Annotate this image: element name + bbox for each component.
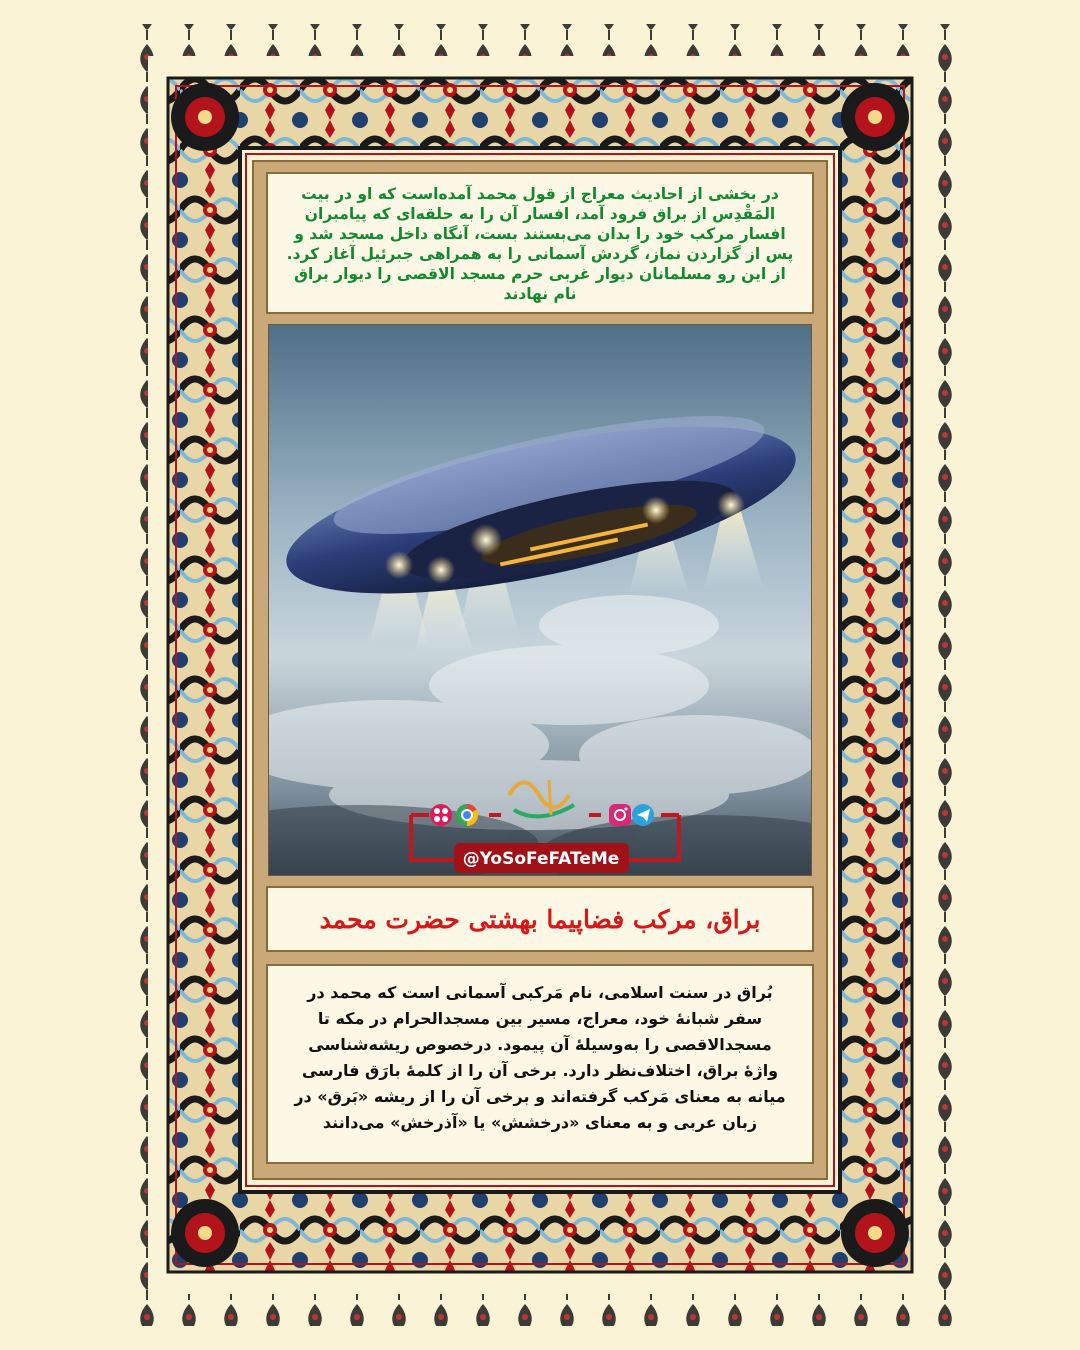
intro-text: در بخشی از احادیث معراج از قول محمد آمده‌است که او در بیت المَقْدِس از براق فرود آمد، افسار آن را به حلقه‌ای که پیامبران افسار مرکب خود را بدان می‌بستند بست، آنگاه داخل مسجد شد و پس از گزاردن نماز، گردش آسمانی را به همراهی جبرئیل آغاز کرد. از این رو مسلمانان دیوار غربی حرم مسجد الاقصی را دیوار براق نام نهادند <box>266 172 814 314</box>
title: براق، مرکب فضاپیما بهشتی حضرت محمد <box>319 904 761 934</box>
telegram-icon <box>632 804 654 826</box>
instagram-icon <box>609 804 631 826</box>
title-box <box>266 886 814 952</box>
watermark-handle: @YoSoFeFATeMe <box>462 849 620 869</box>
ufo-photo <box>268 324 812 876</box>
aparat-icon <box>430 804 452 826</box>
chrome-icon <box>456 804 478 826</box>
body-text: بُراق در سنت اسلامی، نام مَرکبی آسمانی است که محمد در سفر شبانهٔ خود، معراج، مسیر بین مسجدالحرام در مکه تا مسجدالاقصی را به‌وسیلهٔ آن پیمود. درخصوص ریشه‌شناسی واژهٔ براق، اختلاف‌نظر دارد. برخی آن را از کلمهٔ بارَق فارسی میانه به معنای مَرکب گرفته‌اند و برخی آن را از ریشه «بَرق» در زبان عربی و به معنای «درخشش» یا «آذرخش» می‌دانند <box>266 964 814 1164</box>
